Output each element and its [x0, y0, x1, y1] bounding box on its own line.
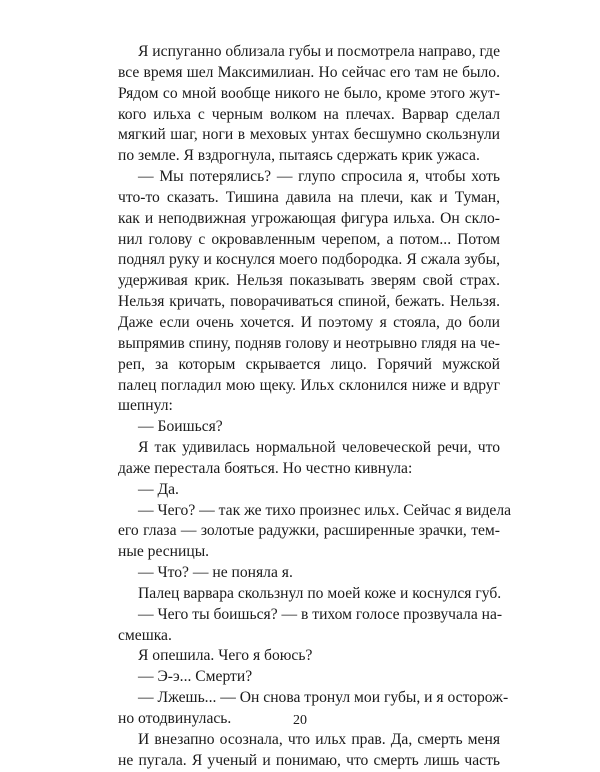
- text-line: — Э-э... Смерти?: [138, 668, 253, 686]
- text-line: И внезапно осознала, что ильх прав. Да, смерть меня: [138, 730, 500, 748]
- body-text: [118, 42, 512, 772]
- text-line: выпрямив спину, подняв голову и неотрывно глядя на че-: [118, 334, 500, 352]
- text-line: Нельзя кричать, поворачиваться спиной, бежать. Нельзя.: [118, 293, 500, 311]
- page-number: 20: [293, 713, 307, 728]
- text-line: не пугала. Я ученый и понимаю, что смерть лишь часть: [118, 751, 500, 769]
- text-line: поднял руку и коснулся моего подбородка. Я сжала зубы,: [118, 251, 500, 269]
- text-line: ные ресницы.: [118, 543, 210, 561]
- text-line: но отодвинулась.: [118, 710, 232, 727]
- text-line: — Боишься?: [138, 418, 223, 436]
- text-line: палец погладил мою щеку. Ильх склонился ниже и вдруг: [118, 376, 500, 394]
- text-line: Рядом со мной вообще никого не было, кроме этого жут-: [118, 84, 500, 102]
- text-line: кого ильха с черным волком на плечах. Варвар сделал: [118, 105, 500, 123]
- text-line: — Чего? — так же тихо произнес ильх. Сейчас я видела: [138, 501, 512, 519]
- text-line: по земле. Я вздрогнула, пытаясь сдержать крик ужаса.: [118, 147, 480, 165]
- text-line: все время шел Максимилиан. Но сейчас его там не было.: [118, 63, 500, 81]
- text-line: — Мы потерялись? — глупо спросила я, чтобы хоть: [138, 168, 500, 186]
- text-line: — Чего ты боишься? — в тихом голосе прозвучала на-: [138, 605, 503, 623]
- text-line: удерживая крик. Нельзя показывать зверям свой страх.: [118, 272, 500, 290]
- text-line: его глаза — золотые радужки, расширенные зрачки, тем-: [118, 522, 500, 540]
- text-line: Я испуганно облизала губы и посмотрела направо, где: [138, 43, 500, 60]
- text-line: смешка.: [118, 626, 172, 644]
- text-line: шепнул:: [118, 397, 173, 415]
- text-line: Палец варвара скользнул по моей коже и коснулся губ.: [138, 584, 502, 602]
- text-line: Я так удивилась нормальной человеческой речи, что: [138, 439, 500, 457]
- text-line: Я опешила. Чего я боюсь?: [138, 647, 313, 665]
- text-line: Даже если очень хочется. И поэтому я стояла, до боли: [118, 313, 500, 331]
- text-line: что-то сказать. Тишина давила на плечи, как и Туман,: [118, 188, 500, 206]
- text-line: — Лжешь... — Он снова тронул мои губы, и я осторож-: [138, 689, 509, 707]
- text-line: — Да.: [138, 480, 179, 498]
- text-line: даже перестала бояться. Но честно кивнула:: [118, 459, 413, 477]
- text-line: нил голову с окровавленным черепом, а потом... Потом: [118, 230, 500, 248]
- text-line: мягкий шаг, ноги в меховых унтах бесшумно скользнули: [118, 126, 500, 144]
- text-line: — Что? — не поняла я.: [138, 564, 293, 582]
- text-line: реп, за которым скрывается лицо. Горячий мужской: [118, 355, 500, 373]
- text-line: как и неподвижная угрожающая фигура ильха. Он скло-: [118, 209, 500, 227]
